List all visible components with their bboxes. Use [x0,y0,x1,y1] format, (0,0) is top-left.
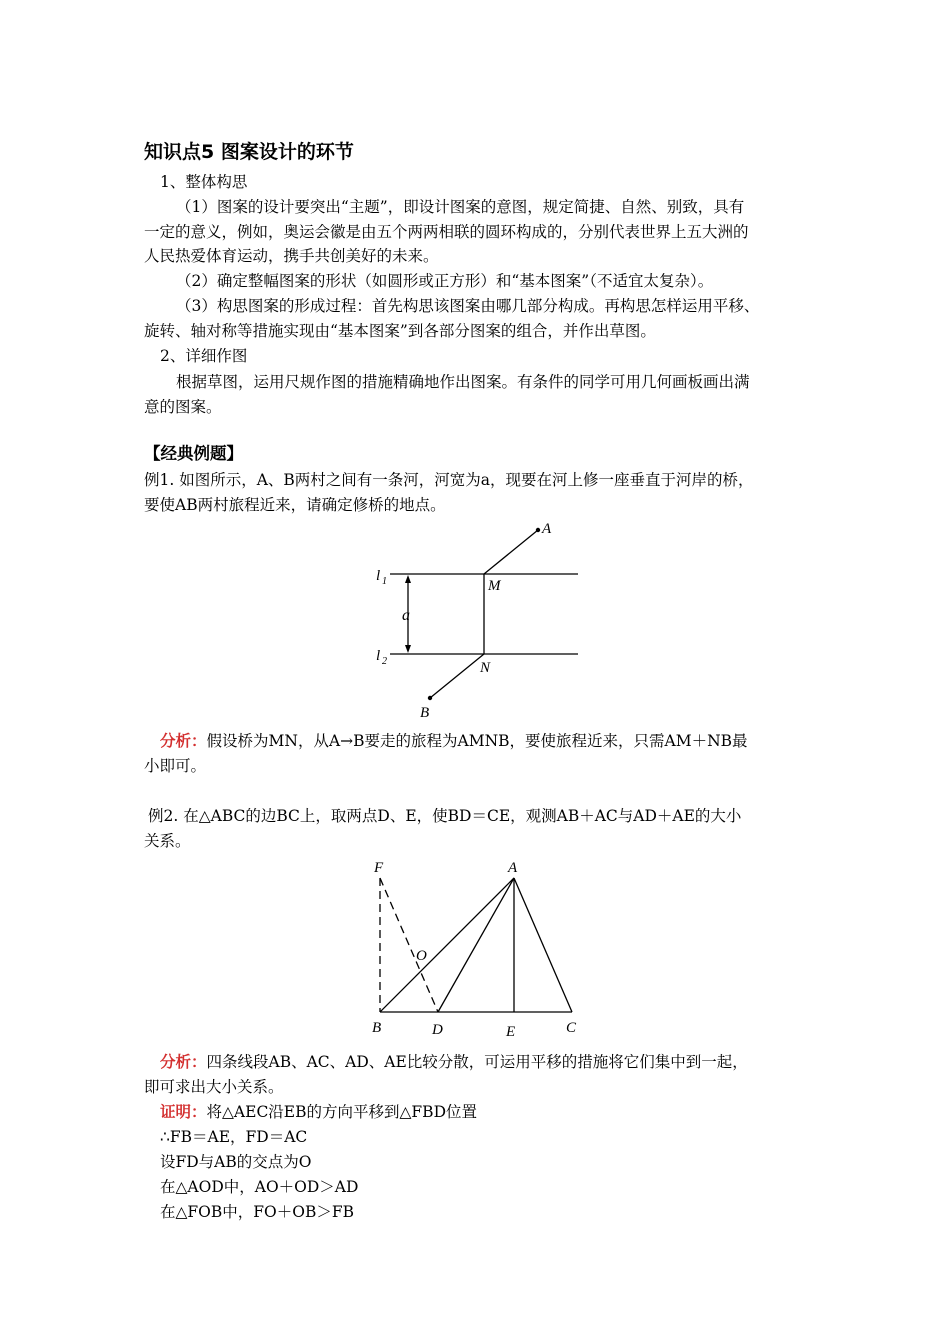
point-a [536,528,540,532]
segment-ac [514,878,572,1012]
proof-line1: 证明：将△AEC沿EB的方向平移到△FBD位置 [160,1103,478,1121]
analysis-label: 分析： [160,732,207,750]
label-a2: A [508,860,518,876]
label-c: C [566,1020,577,1036]
heading-detailed-drawing: 2、详细作图 [160,347,248,365]
example1-analysis-line2: 小即可。 [144,757,207,775]
segment-am [484,530,538,574]
para3-line1: （3）构思图案的形成过程：首先构思该图案由哪几部分构成。再构思怎样运用平移、 [176,297,760,315]
label-e: E [506,1024,516,1040]
label-l2: l [376,648,381,664]
point-b [428,696,432,700]
example1-analysis-line1: 分析：假设桥为MN，从A→B要走的旅程为AMNB，要使旅程近来，只需AM＋NB最 [160,732,748,750]
example2-line2: 关系。 [144,832,191,850]
figure-river-bridge [360,512,600,724]
example2-analysis-line2: 即可求出大小关系。 [144,1078,284,1096]
para4-line2: 意的图案。 [144,398,222,416]
proof-line4: 在△AOD中，AO＋OD＞AD [160,1178,359,1196]
example2-line1: 例2. 在△ABC的边BC上，取两点D、E，使BD＝CE，观测AB＋AC与AD＋AE的大小 [148,807,742,825]
label-m: M [488,578,501,594]
section-title: 知识点5 图案设计的环节 [144,141,354,163]
para1-line2: 一定的意义，例如，奥运会徽是由五个两两相联的圆环构成的，分别代表世界上五大洲的 [144,223,749,241]
segment-ab [380,878,514,1012]
label-l1: l [376,568,381,584]
segment-fd-dashed [380,878,438,1012]
para4-line1: 根据草图，运用尺规作图的措施精确地作出图案。有条件的同学可用几何画板画出满 [176,373,750,391]
example1-line2: 要使AB两村旅程近来，请确定修桥的地点。 [144,496,446,514]
analysis-label-2: 分析： [160,1053,207,1071]
proof-label: 证明： [160,1103,207,1121]
para3-line2: 旋转、轴对称等措施实现由“基本图案”到各部分图案的组合，并作出草图。 [144,322,656,340]
label-b2: B [372,1020,382,1036]
para1-line1: （1）图案的设计要突出“主题”，即设计图案的意图，规定简捷、自然、别致，具有 [176,198,745,216]
label-l2-sub: 2 [382,656,387,667]
label-d: D [432,1022,443,1038]
arrow-up [405,575,411,583]
examples-title: 【经典例题】 [144,444,243,463]
example2-analysis-line1: 分析：四条线段AB、AC、AD、AE比较分散，可运用平移的措施将它们集中到一起， [160,1053,748,1071]
arrow-down [405,645,411,653]
segment-ad [438,878,514,1012]
label-o: O [416,948,427,964]
label-a: A [542,521,552,537]
label-n: N [480,660,491,676]
proof-line5: 在△FOB中，FO＋OB＞FB [160,1203,354,1221]
proof-line2: ∴FB＝AE，FD＝AC [160,1128,308,1146]
label-l1-sub: 1 [382,576,387,587]
label-b: B [420,705,430,721]
heading-overall-concept: 1、整体构思 [160,173,248,191]
para1-line3: 人民热爱体育运动，携手共创美好的未来。 [144,247,439,265]
label-f: F [374,860,384,876]
para2: （2）确定整幅图案的形状（如圆形或正方形）和“基本图案”（不适宜太复杂）。 [176,272,714,290]
figure-triangle-translation [360,852,600,1042]
example1-line1: 例1. 如图所示，A、B两村之间有一条河，河宽为a，现要在河上修一座垂直于河岸的桥， [144,471,754,489]
segment-nb [430,654,484,698]
proof-line3: 设FD与AB的交点为O [160,1153,312,1171]
label-a-width: a [402,607,410,624]
